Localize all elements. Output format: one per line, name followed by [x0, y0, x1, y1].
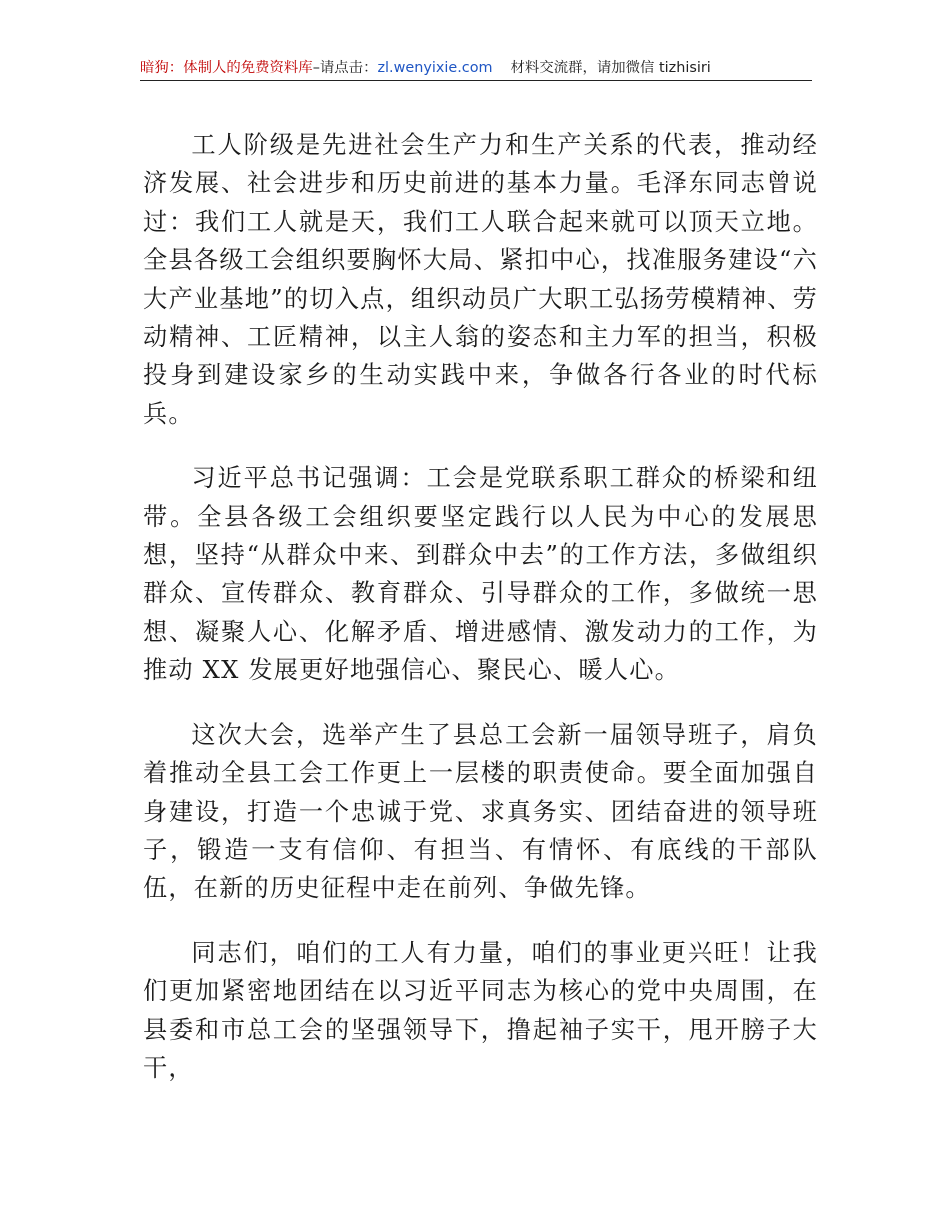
- paragraph-workers-class: 工人阶级是先进社会生产力和生产关系的代表，推动经济发展、社会进步和历史前进的基本力量。毛泽东同志曾说过：我们工人就是天，我们工人联合起来就可以顶天立地。全县各级工会组织要胸怀大局、紧扣中心，找准服务建设“六大产业基地”的切入点，组织动员广大职工弘扬劳模精神、劳动精神、工匠精神，以主人翁的姿态和主力军的担当，积极投身到建设家乡的生动实践中来，争做各行各业的时代标兵。: [143, 131, 818, 428]
- header-site-name: 暗狗：体制人的免费资料库: [140, 60, 313, 76]
- paragraph-general-secretary: 习近平总书记强调：工会是党联系职工群众的桥梁和纽带。全县各级工会组织要坚定践行以人民为中心的发展思想，坚持“从群众中来、到群众中去”的工作方法，多做组织群众、宣传群众、教育群众、引导群众的工作，多做统一思想、凝聚人心、化解矛盾、增进感情、激发动力的工作，为推动 XX 发展更好地强信心、聚民心、暖人心。: [143, 464, 818, 685]
- page-header: [140, 58, 812, 81]
- document-body: [143, 126, 818, 1087]
- header-url-link[interactable]: zl.wenyixie.com: [377, 60, 493, 76]
- header-click-prompt: –请点击：: [312, 60, 378, 76]
- header-group-note: 材料交流群，请加微信 tizhisiri: [510, 60, 711, 76]
- paragraph-closing: 同志们，咱们的工人有力量，咱们的事业更兴旺！让我们更加紧密地团结在以习近平同志为核心的党中央周围，在县委和市总工会的坚强领导下，撸起袖子实干，甩开膀子大干，: [143, 938, 818, 1082]
- paragraph-election: 这次大会，选举产生了县总工会新一届领导班子，肩负着推动全县工会工作更上一层楼的职责使命。要全面加强自身建设，打造一个忠诚于党、求真务实、团结奋进的领导班子，锻造一支有信仰、有担当、有情怀、有底线的干部队伍，在新的历史征程中走在前列、争做先锋。: [143, 720, 818, 903]
